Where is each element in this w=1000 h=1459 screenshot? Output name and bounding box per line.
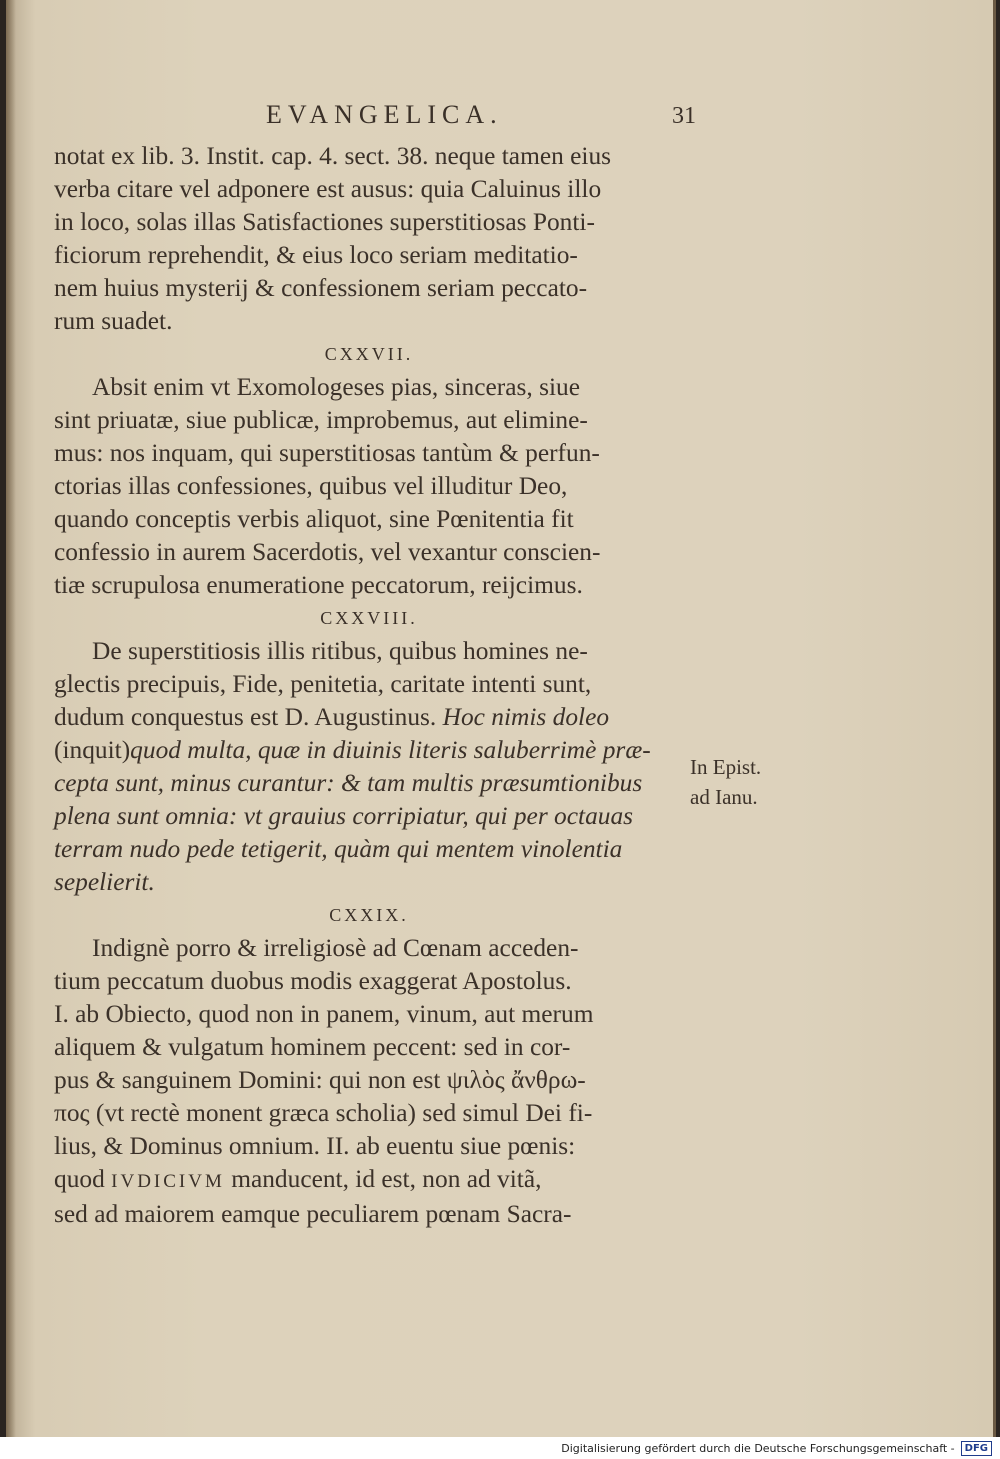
text-smallcaps: IVDICIVM xyxy=(111,1171,225,1192)
text-italic: Hoc nimis doleo xyxy=(442,703,610,731)
text-line: rum suadet. xyxy=(54,307,173,335)
section-heading-128: CXXVIII. xyxy=(320,608,418,628)
page-number: 31 xyxy=(672,103,696,129)
paragraph-4 xyxy=(54,932,684,1231)
text-line: terram nudo pede tetigerit, quàm qui mentem vinolentia xyxy=(54,835,623,863)
text-line: notat ex lib. 3. Instit. cap. 4. sect. 38. neque tamen eius xyxy=(54,142,612,170)
text-line: pus & sanguinem Domini: qui non est ψιλὸς ἄνθρω- xyxy=(54,1066,586,1094)
text-line: I. ab Obiecto, quod non in panem, vinum, aut merum xyxy=(54,1000,594,1028)
running-head xyxy=(56,100,696,130)
text-roman: (inquit) xyxy=(54,736,131,764)
text-line: verba citare vel adponere est ausus: quia Caluinus illo xyxy=(54,175,602,203)
footer-credit: Digitalisierung gefördert durch die Deutsche Forschungsgemeinschaft - xyxy=(561,1441,955,1455)
text-line: nem huius mysterij & confessionem seriam peccato- xyxy=(54,274,588,302)
running-title: EVANGELICA. xyxy=(266,100,503,129)
marginal-note-line: ad Ianu. xyxy=(690,785,758,809)
text-line: Indignè porro & irreligiosè ad Cœnam acceden- xyxy=(92,934,579,962)
text-line xyxy=(54,701,684,734)
body-text xyxy=(54,140,684,1231)
section-heading-129: CXXIX. xyxy=(329,905,409,925)
text-line: in loco, solas illas Satisfactiones superstitiosas Ponti- xyxy=(54,208,595,236)
text-line: ficiorum reprehendit, & eius loco seriam meditatio- xyxy=(54,241,578,269)
text-line: πος (vt rectè monent græca scholia) sed simul Dei fi- xyxy=(54,1099,593,1127)
marginal-note xyxy=(690,752,800,812)
text-line: confessio in aurem Sacerdotis, vel vexantur conscien- xyxy=(54,538,601,566)
text-line: sepelierit. xyxy=(54,868,155,896)
marginal-note-line: In Epist. xyxy=(690,755,762,779)
text-line: glectis precipuis, Fide, penitetia, caritate intenti sunt, xyxy=(54,670,592,698)
paragraph-2 xyxy=(54,371,684,602)
text-line: cepta sunt, minus curantur: & tam multis præsumtionibus xyxy=(54,769,643,797)
text-line: mus: nos inquam, qui superstitiosas tantùm & perfun- xyxy=(54,439,600,467)
text-line: sed ad maiorem eamque peculiarem pœnam Sacra- xyxy=(54,1200,572,1228)
section-heading-127: CXXVII. xyxy=(324,344,414,364)
text-roman: dudum conquestus est D. Augustinus. xyxy=(54,703,437,731)
text-line: lius, & Dominus omnium. II. ab euentu siue pœnis: xyxy=(54,1132,576,1160)
text-line: aliquem & vulgatum hominem peccent: sed in cor- xyxy=(54,1033,571,1061)
text-line: De superstitiosis illis ritibus, quibus homines ne- xyxy=(92,637,588,665)
text-line: tiæ scrupulosa enumeratione peccatorum, reijcimus. xyxy=(54,571,583,599)
text-line: ctorias illas confessiones, quibus vel illuditur Deo, xyxy=(54,472,568,500)
text-line: Absit enim vt Exomologeses pias, sinceras, siue xyxy=(92,373,580,401)
paragraph-1 xyxy=(54,140,684,338)
text-roman: quod xyxy=(54,1165,105,1193)
paragraph-3 xyxy=(54,635,684,899)
text-line: tium peccatum duobus modis exaggerat Apostolus. xyxy=(54,967,572,995)
text-italic: quod multa, quæ in diuinis literis saluberrimè præ- xyxy=(130,736,651,764)
book-page xyxy=(6,0,996,1437)
text-line: quando conceptis verbis aliquot, sine Pœnitentia fit xyxy=(54,505,574,533)
text-roman: manducent, id est, non ad vitã, xyxy=(231,1165,542,1193)
footer-bar xyxy=(0,1437,1000,1459)
text-line: sint priuatæ, siue publicæ, improbemus, aut elimine- xyxy=(54,406,588,434)
text-line xyxy=(54,734,684,767)
text-line xyxy=(54,1163,684,1198)
text-line: plena sunt omnia: vt grauius corripiatur, qui per octauas xyxy=(54,802,634,830)
dfg-logo: DFG xyxy=(961,1441,992,1456)
